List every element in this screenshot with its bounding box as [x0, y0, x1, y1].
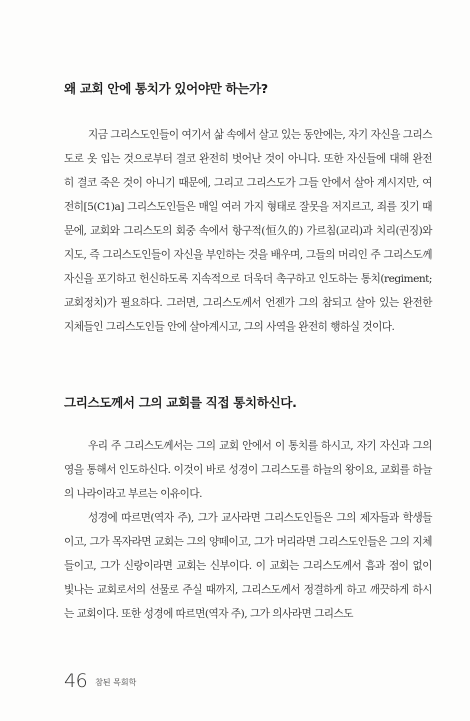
section-heading-why-governance: 왜 교회 안에 통치가 있어야만 하는가? [64, 81, 268, 96]
page-footer [64, 670, 136, 692]
paragraph: 우리 주 그리스도께서는 그의 교회 안에서 이 통치를 하시고, 자기 자신과 그의 영을 통해서 인도하신다. 이것이 바로 성경이 그리스도를 하늘의 왕이요, 교회를 하늘의 나라이라고 부르는 이유이다. [64, 440, 432, 500]
section1-body [64, 123, 432, 339]
paragraph: 지금 그리스도인들이 여기서 삶 속에서 살고 있는 동안에는, 자기 자신을 그리스도로 옷 입는 것으로부터 결코 완전히 벗어난 것이 아니다. 또한 자신들에 대해 완전히 결코 죽은 것이 아니기 때문에, 그리고 그리스도가 그들 안에서 살아 계시지만, 여전히[5(C1)a] 그리스도인들은 매일 여러 가지 형태로 잘못을 저지르고, 죄를 짓기 때문에, 교회와 그리스도의 회중 속에서 항구적(恒久的) 가르침(교리)과 치리(권징)와 지도, 즉 그리스도인들이 자신을 부인하는 것을 배우며, 그들의 머리인 주 그리스도께 자신을 포기하고 헌신하도록 지속적으로 더욱더 촉구하고 인도하는 통치(regiment; 교회정치)가 필요하다. 그러면, 그리스도께서 언젠가 그의 참되고 살아 있는 완전한 지체들인 그리스도인들 안에 살아계시고, 그의 사역을 완전히 행하실 것이다. [64, 129, 432, 333]
paragraph: 성경에 따르면(역자 주), 그가 교사라면 그리스도인들은 그의 제자들과 학생들이고, 그가 목자라면 교회는 그의 양떼이고, 그가 머리라면 그리스도인들은 그의 지체들이고, 그가 신랑이라면 교회는 신부이다. 이 교회는 그리스도께서 흠과 점이 없이 빛나는 교회로서의 선물로 주실 때까지, 그리스도께서 정결하게 하고 깨끗하게 하시는 교회이다. 또한 성경에 따르면(역자 주), 그가 의사라면 그리스도 [64, 512, 432, 620]
section2-body [64, 434, 432, 626]
page-number: 46 [64, 670, 88, 692]
section-heading-christ-governs: 그리스도께서 그의 교회를 직접 통치하신다. [64, 395, 297, 410]
book-title: 참된 목회학 [95, 678, 137, 687]
